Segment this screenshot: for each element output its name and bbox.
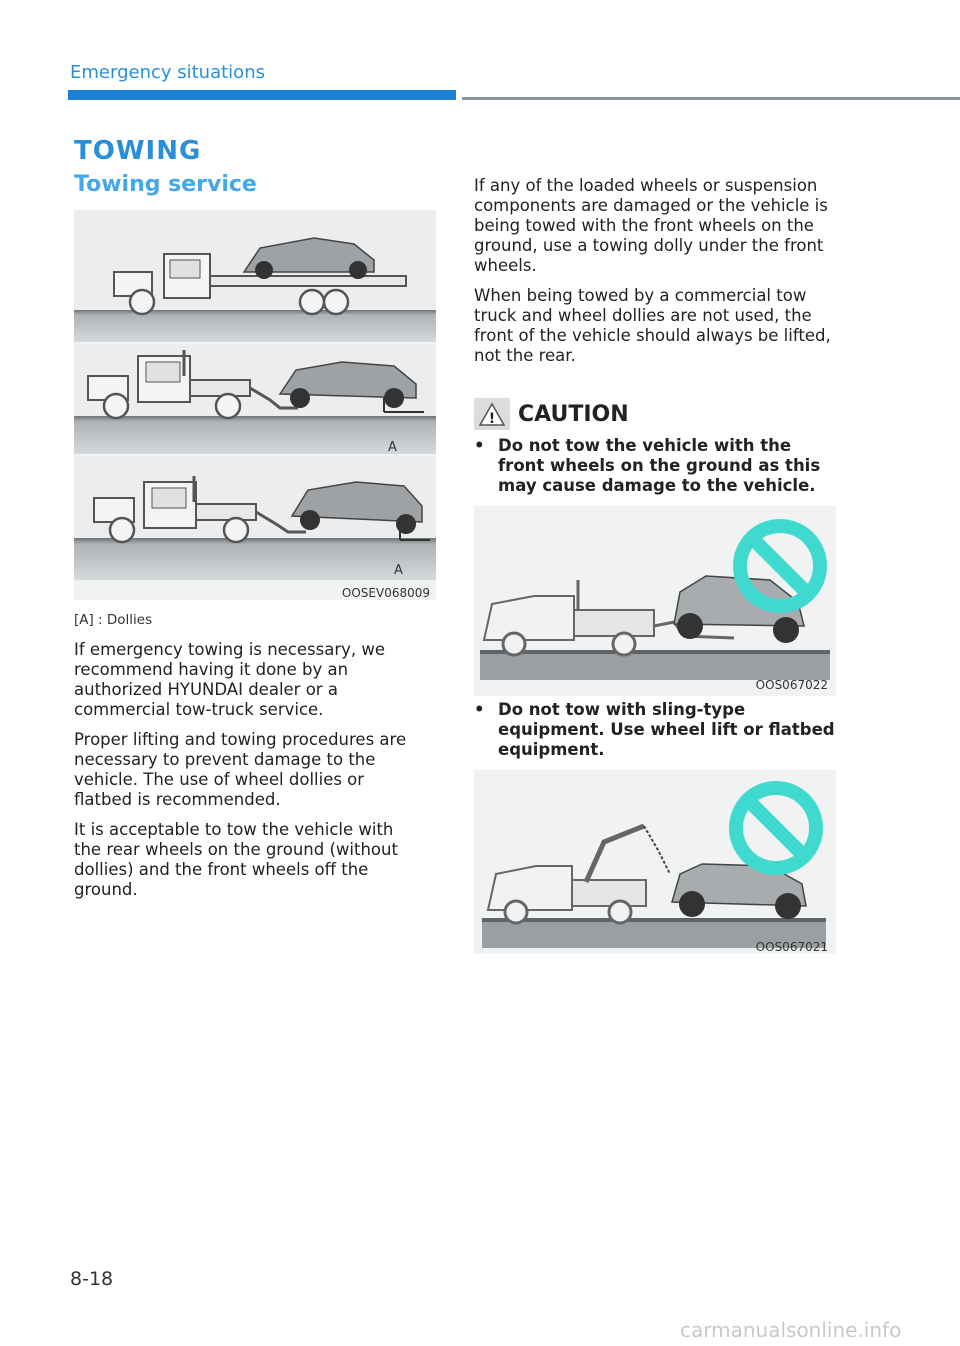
bullet-marker: • xyxy=(474,436,485,455)
caution-bullet-text: Do not tow with sling-type equipment. Use wheel lift or flatbed equipment. xyxy=(498,700,835,759)
figure-code: OOSEV068009 xyxy=(341,586,430,600)
warning-icon xyxy=(474,398,510,430)
towing-methods-figure xyxy=(74,210,436,600)
section-header: Emergency situations xyxy=(70,62,265,83)
tow-truck-illustration xyxy=(484,576,804,655)
paragraph: If any of the loaded wheels or suspension components are damaged or the vehicle is being towed with the front wheels on the ground, use a towing dolly under the front wheels. xyxy=(474,176,828,275)
prohibited-icon xyxy=(736,788,816,868)
caution-bullet-text: Do not tow the vehicle with the front wheels on the ground as this may cause damage to the vehicle. xyxy=(498,436,821,495)
figure-code: OOS067021 xyxy=(755,940,828,954)
header-rule-accent xyxy=(68,90,456,100)
paragraph: When being towed by a commercial tow truck and wheel dollies are not used, the front of the vehicle should always be lifted, not the rear. xyxy=(474,286,831,365)
sling-tow-truck-illustration xyxy=(488,826,806,923)
caution-label: CAUTION xyxy=(518,401,629,427)
paragraph: If emergency towing is necessary, we recommend having it done by an authorized HYUNDAI dealer or a commercial tow-truck service. xyxy=(74,640,386,719)
figure-caption: [A] : Dollies xyxy=(74,612,153,628)
paragraph: Proper lifting and towing procedures are necessary to prevent damage to the vehicle. The use of wheel dollies or flatbed is recommended. xyxy=(74,730,407,809)
section-title: TOWING xyxy=(74,136,202,166)
no-front-wheels-figure xyxy=(474,506,836,696)
svg-text:!: ! xyxy=(488,411,496,427)
bullet-marker: • xyxy=(474,700,485,719)
caution-bullet xyxy=(474,436,838,496)
page-number: 8-18 xyxy=(70,1268,114,1290)
caution-heading xyxy=(474,398,629,430)
dolly-marker-label: A xyxy=(388,440,397,455)
watermark: carmanualsonline.info xyxy=(680,1318,902,1342)
subsection-title: Towing service xyxy=(74,172,257,197)
no-sling-figure xyxy=(474,770,836,954)
figure-code: OOS067022 xyxy=(755,678,828,692)
paragraph: It is acceptable to tow the vehicle with the rear wheels on the ground (without dollies) and the front wheels off the ground. xyxy=(74,820,398,899)
dolly-marker-label: A xyxy=(394,563,403,578)
caution-bullet xyxy=(474,700,838,760)
header-rule xyxy=(462,97,960,100)
